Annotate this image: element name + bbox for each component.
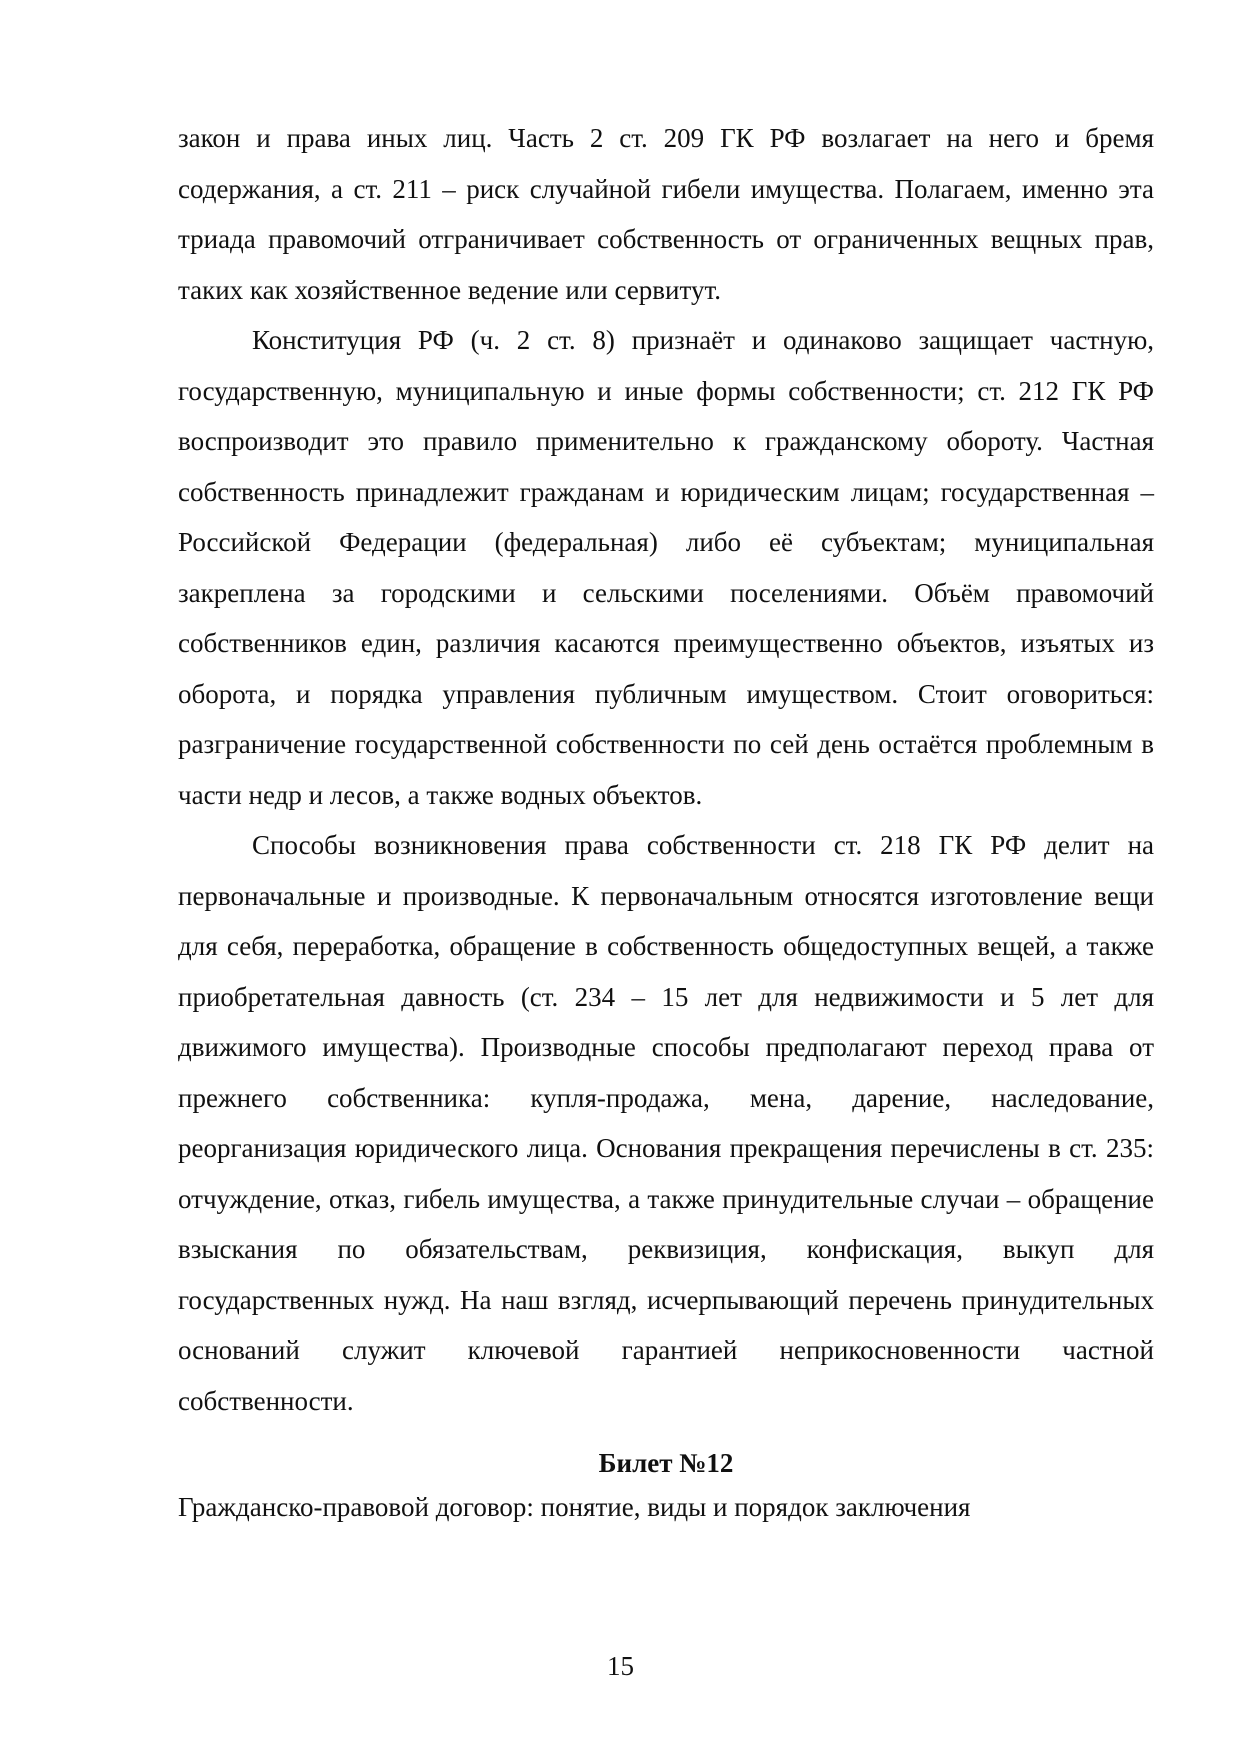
ticket-topic: Гражданско-правовой договор: понятие, виды и порядок заключения: [178, 1492, 971, 1522]
paragraph-forms-of-ownership: Конституция РФ (ч. 2 ст. 8) признаёт и одинаково защищает частную, государственную, муниципальную и иные формы собственности; ст. 212 ГК РФ воспроизводит это правило применительно к гражданскому обороту. Частная собственность принадлежит гражданам и юридическим лицам; государственная – Российской Федерации (федеральная) либо её субъектам; муниципальная закреплена за городскими и сельскими поселениями. Объём правомочий собственников един, различия касаются преимущественно объектов, изъятых из оборота, и порядка управления публичным имуществом. Стоит оговориться: разграничение государственной собственности по сей день остаётся проблемным в части недр и лесов, а также водных объектов.: [178, 325, 1154, 810]
paragraph-ownership-triad: закон и права иных лиц. Часть 2 ст. 209 ГК РФ возлагает на него и бремя содержания, а ст. 211 – риск случайной гибели имущества. Полагаем, именно эта триада правомочий отграничивает собственность от ограниченных вещных прав, таких как хозяйственное ведение или сервитут.: [178, 123, 1154, 305]
page-number: 15: [607, 1651, 634, 1681]
page-body: [178, 113, 1154, 1529]
paragraph-acquisition-and-termination: Способы возникновения права собственности ст. 218 ГК РФ делит на первоначальные и производные. К первоначальным относятся изготовление вещи для себя, переработка, обращение в собственность общедоступных вещей, а также приобретательная давность (ст. 234 – 15 лет для недвижимости и 5 лет для движимого имущества). Производные способы предполагают переход права от прежнего собственника: купля-продажа, мена, дарение, наследование, реорганизация юридического лица. Основания прекращения перечислены в ст. 235: отчуждение, отказ, гибель имущества, а также принудительные случаи – обращение взыскания по обязательствам, реквизиция, конфискация, выкуп для государственных нужд. На наш взгляд, исчерпывающий перечень принудительных оснований служит ключевой гарантией неприкосновенности частной собственности.: [178, 830, 1154, 1416]
ticket-heading: Билет №12: [598, 1448, 734, 1478]
